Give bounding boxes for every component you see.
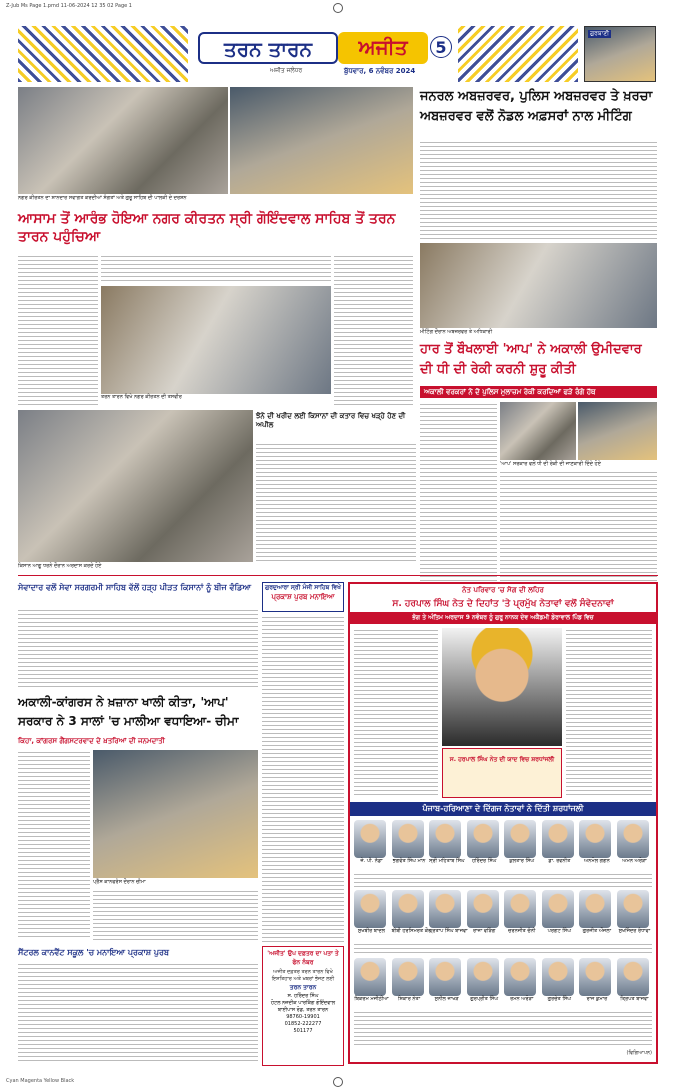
office-phone-1: 98760-19901 (286, 1014, 320, 1020)
article-text (334, 254, 413, 406)
leader-card (617, 890, 652, 940)
leader-name: ਸੁਖਜਿੰਦਰ ਰੰਧਾਵਾ (618, 928, 651, 934)
leader-photo (504, 890, 536, 928)
leader-name: ਹਰਿੰਦਰ ਸਿੰਘ (471, 858, 497, 864)
leader-card (392, 958, 427, 1008)
office-headline: 'ਅਜੀਤ' ਉਪ ਦਫ਼ਤਰ ਦਾ ਪਤਾ ਤੇ ਫੋਨ ਨੰਬਰ (267, 950, 339, 966)
leader-name: ਸੁਖਬੀਰ ਬਾਦਲ (357, 928, 386, 934)
leader-photo (354, 890, 386, 928)
leader-name: ਚਰਨਜੀਤ ਚੰਨੀ (508, 928, 536, 934)
leader-name: ਕੁਲਤਾਰ ਸਿੰਘ (509, 858, 535, 864)
office-contact-box (262, 946, 344, 1066)
article-text (256, 442, 416, 564)
leader-name: ਸ਼ਿਕਾਰ ਨੇਤਾ (397, 996, 421, 1002)
leader-name: ਸ੍ਰੀ ਮਹਿਤਾਬ ਸਿੰਘ (429, 858, 465, 864)
leader-name: ਸੁਨੀਲ ਜਾਖੜ (434, 996, 459, 1002)
procession-photo-2 (230, 87, 413, 194)
reiki-photo-2 (578, 402, 657, 460)
leader-name: ਗੁਰਪ੍ਰੀਤ ਸਿੰਘ (470, 996, 499, 1002)
headline-cheema-line2: ਸਰਕਾਰ ਨੇ 3 ਸਾਲਾਂ 'ਚ ਮਾਲੀਆ ਵਧਾਇਆ- ਚੀਮਾ (18, 714, 239, 728)
leader-name: ਅਮਨ ਅਰੋੜਾ (622, 858, 647, 864)
article-text (18, 254, 98, 406)
leader-photo (542, 820, 574, 858)
masthead-sub: ਅਜੀਤ ਜਲੰਧਰ (270, 67, 303, 74)
leader-name: ਅਨਮੋਲ ਗਗਨ (583, 858, 610, 864)
headline-cheema (18, 693, 258, 733)
kicker-manji-sahib: ਗੁਰਦੁਆਰਾ ਸ੍ਰੀ ਮੰਜੀ ਸਾਹਿਬ ਵਿਖੇ (265, 584, 341, 591)
top-crop-strip (0, 0, 677, 14)
file-info: Z-Jub Ms Page 1.pmd 11-06-2024 12 35 02 Page 1 (6, 3, 132, 9)
office-city: ਤਰਨ ਤਾਰਨ (289, 984, 317, 991)
leader-card (429, 890, 468, 940)
article-text (18, 962, 258, 1062)
article-text (18, 750, 90, 940)
advert-band: ਪੰਜਾਬ-ਹਰਿਆਣਾ ਦੇ ਦਿੱਗਜ ਨੇਤਾਵਾਂ ਨੇ ਦਿੱਤੀ ਸ਼ਰਧਾਂਜਲੀ (350, 802, 656, 816)
headline-paddy: ਝੋਨੇ ਦੀ ਖਰੀਦ ਲਈ ਕਿਸਾਨਾਂ ਦੀ ਕਤਾਰ ਵਿਚ ਖੜ੍ਹੇ ਹੋਣ ਦੀ ਅਪੀਲ (256, 412, 406, 429)
leader-photo (579, 820, 611, 858)
portrait-caption: ਸ. ਹਰਪਾਲ ਸਿੰਘ ਨੇਤ ਦੀ ਯਾਦ ਵਿਚ ਸ਼ਰਧਾਂਜਲੀ (442, 748, 562, 798)
leader-name: ਤ੍ਰਿਪਤ ਬਾਜਵਾ (620, 996, 649, 1002)
reiki-photo-1 (500, 402, 576, 460)
headline-convent-school: ਸੈਂਟਰਲ ਕਾਨਵੈਂਟ ਸਕੂਲ 'ਚ ਮਨਾਇਆ ਪ੍ਰਕਾਸ਼ ਪੁਰਬ (18, 948, 169, 957)
leader-photo (429, 958, 461, 996)
gurdwara-photo (584, 26, 656, 82)
leader-photo (392, 890, 424, 928)
leader-photo (467, 820, 499, 858)
masthead-pattern-right (458, 26, 578, 82)
paper-title: ਅਜੀਤ (338, 32, 428, 64)
kirtan-photo-caption: ਤਰਨ ਤਾਰਨ ਵਿਖੇ ਨਗਰ ਕੀਰਤਨ ਦੀ ਤਸਵੀਰ (101, 394, 331, 402)
advert-headline: ਸ. ਹਰਪਾਲ ਸਿੰਘ ਨੇਤ ਦੇ ਦਿਹਾਂਤ 'ਤੇ ਪ੍ਰਮੁੱਖ ਨੇਤਾਵਾਂ ਵਲੋਂ ਸੰਵੇਦਨਾਵਾਂ (392, 599, 614, 609)
leader-name: ਰਮਨ ਅਰੋੜਾ (510, 996, 534, 1002)
registration-mark-icon (333, 1077, 343, 1087)
leader-photo (467, 890, 499, 928)
leader-name: ਪ੍ਰਤਾਪ ਸਿੰਘ ਬਾਜਵਾ (429, 928, 468, 934)
headline-seed-distribution: ਸੇਵਾਦਾਰ ਵਲੋਂ ਸੇਵਾ ਸਰਗਰਮੀ ਸਾਹਿਬ ਵੱਲੋਂ ਹੜ੍ਹ ਪੀੜਤ ਕਿਸਾਨਾਂ ਨੂੰ ਬੀਜ ਵੰਡਿਆ (18, 583, 252, 592)
reiki-photo-caption: 'ਆਪ' ਸਰਕਾਰ ਵਲੋਂ ਧੀ ਦੀ ਰੇਕੀ ਦੀ ਜਾਣਕਾਰੀ ਦਿੰਦੇ ਹੋਏ (500, 461, 657, 469)
leader-card (579, 958, 614, 1008)
leader-name: ਰਾਜ ਕੁਮਾਰ (586, 996, 608, 1002)
advert-footer-note: (ਵਿਗਿਆਪਨ) (626, 1050, 652, 1056)
leader-card (542, 820, 577, 870)
leader-photo (542, 890, 574, 928)
meeting-photo-caption: ਮੀਟਿੰਗ ਦੌਰਾਨ ਅਬਜ਼ਰਵਰ ਤੇ ਅਧਿਕਾਰੀ (420, 329, 657, 337)
leader-photo (504, 958, 536, 996)
issue-date: ਬੁੱਧਵਾਰ, 6 ਨਵੰਬਰ 2024 (344, 67, 416, 75)
leader-card (504, 820, 539, 870)
article-text (101, 254, 331, 284)
leader-card (617, 958, 652, 1008)
article-text (93, 889, 258, 940)
registration-mark-icon (333, 3, 343, 13)
leader-photo (429, 820, 461, 858)
leader-card (542, 958, 577, 1008)
page-number: 5 (430, 36, 452, 58)
badge: ਗੁਰਬਾਣੀ (590, 30, 610, 37)
office-phone-2: 01852-222277 (284, 1021, 322, 1027)
leader-name: ਡਾ. ਰਵਨੀਤ (548, 858, 571, 864)
headline-prakash-purab: ਪ੍ਰਕਾਸ਼ ਪੁਰਬ ਮਨਾਇਆ (271, 593, 335, 601)
farmers-photo-caption: ਕਿਸਾਨ ਆਗੂ ਧਰਨੇ ਦੌਰਾਨ ਅਰਦਾਸ ਕਰਦੇ ਹੋਏ (18, 563, 253, 571)
leader-photo (392, 958, 424, 996)
leader-photo (354, 958, 386, 996)
leader-card (542, 890, 577, 940)
headline-aap-reiki: ਹਾਰ ਤੋਂ ਬੌਖਲਾਈ 'ਆਪ' ਨੇ ਅਕਾਲੀ ਉਮੀਦਵਾਰ ਦੀ ਧੀ ਦੀ ਰੇਕੀ ਕਰਨੀ ਸ਼ੁਰੂ ਕੀਤੀ (420, 342, 642, 377)
leader-name: ਪਰਗਟ ਸਿੰਘ (547, 928, 571, 934)
article-text (18, 608, 258, 690)
leader-photo (504, 820, 536, 858)
leader-card (429, 820, 464, 870)
leader-card (354, 820, 389, 870)
leader-card (504, 958, 539, 1008)
leader-photo (617, 890, 649, 928)
cheema-photo (93, 750, 258, 878)
section-divider (18, 575, 658, 576)
article-text (420, 140, 657, 240)
leader-photo (392, 820, 424, 858)
leader-name: ਜੇ. ਪੀ. ਨੱਡਾ (360, 858, 383, 864)
leader-card (504, 890, 539, 940)
subhead-aap-reiki: ਅਕਾਲੀ ਵਰਕਰਾਂ ਨੇ ਦੋ ਪੁਲਿਸ ਮੁਲਾਜ਼ਮ ਰੇਕੀ ਕਰਦਿਆਂ ਫੜੇ ਰੰਗੇ ਹੱਥ (420, 386, 657, 398)
advert-text (354, 1010, 652, 1048)
advert-text (354, 942, 652, 956)
leader-photo (429, 890, 461, 928)
cheema-photo-caption: ਪ੍ਰੈੱਸ ਕਾਨਫਰੰਸ ਦੌਰਾਨ ਚੀਮਾ (93, 879, 258, 887)
advert-subhead: ਭੋਗ ਤੇ ਅੰਤਿਮ ਅਰਦਾਸ 9 ਨਵੰਬਰ ਨੂੰ ਗੁਰੂ ਨਾਨਕ ਦੇਵ ਅਕੈਡਮੀ ਡੇਰਾਵਾਲ ਪਿੰਡ ਵਿਚ (350, 612, 656, 624)
office-notice: ਅਜੀਤ ਦਫ਼ਤਰ ਤਰਨ ਤਾਰਨ ਵਿਖੇ ਇਸ਼ਤਿਹਾਰ ਅਤੇ ਖ਼ਬਰਾਂ ਭੇਜਣ ਲਈ (271, 969, 335, 982)
leaders-row-2 (354, 890, 652, 940)
leader-name: ਗੁਰਜੀਤ ਔਜਲਾ (582, 928, 612, 934)
leader-card (467, 890, 502, 940)
masthead (18, 26, 658, 82)
office-phone-3: 501177 (293, 1028, 313, 1034)
article-text (262, 615, 344, 945)
leader-photo (617, 820, 649, 858)
meeting-photo (420, 243, 657, 328)
farmers-photo (18, 410, 253, 562)
leader-name: ਭਗਵੰਤ ਸਿੰਘ ਮਾਨ (392, 858, 426, 864)
leader-card (391, 890, 432, 940)
subhead-cheema: ਕਿਹਾ, ਕਾਂਗਰਸ ਗੈਂਗਸਟਰਵਾਦ ਦੇ ਖ਼ਤਰਿਆਂ ਦੀ ਜਨਮਦਾਤੀ (18, 737, 165, 745)
leader-card (354, 890, 389, 940)
advert-top-text: ਨੇਤ ਪਰਿਵਾਰ 'ਚ ਸੋਗ ਦੀ ਲਹਿਰ (462, 586, 544, 594)
leader-card (429, 958, 464, 1008)
leader-name: ਬੀਬੀ ਹਰਸਿਮਰਤ ਕੌਰ (391, 928, 432, 934)
condolence-advert (348, 582, 658, 1064)
leader-photo (617, 958, 649, 996)
portrait-photo (442, 628, 562, 746)
leaders-row-1 (354, 820, 652, 870)
advert-text (354, 872, 652, 888)
leader-name: ਰਾਜਾ ਵੜਿੰਗ (473, 928, 496, 934)
advert-text (354, 628, 438, 798)
leader-photo (542, 958, 574, 996)
leader-name: ਗੁਰਚੇਤ ਸਿੰਘ (547, 996, 572, 1002)
bottom-info: Cyan Magenta Yellow Black (6, 1078, 75, 1084)
procession-photo-1 (18, 87, 228, 194)
prakash-purab-box (262, 582, 344, 612)
leader-card (579, 820, 614, 870)
headline-cheema-line1: ਅਕਾਲੀ-ਕਾਂਗਰਸ ਨੇ ਖ਼ਜ਼ਾਨਾ ਖਾਲੀ ਕੀਤਾ, 'ਆਪ' (18, 695, 229, 709)
headline-nagar-kirtan: ਆਸਾਮ ਤੋਂ ਆਰੰਭ ਹੋਇਆ ਨਗਰ ਕੀਰਤਨ ਸ੍ਰੀ ਗੋਇੰਦਵਾਲ ਸਾਹਿਬ ਤੋਂ ਤਰਨ ਤਾਰਨ ਪਹੁੰਚਿਆ (18, 211, 396, 245)
office-name: ਸ. ਹਰਿੰਦਰ ਸਿੰਘ (287, 993, 319, 999)
section-title: ਤਰਨ ਤਾਰਨ (198, 32, 338, 64)
leader-photo (579, 958, 611, 996)
leader-photo (579, 890, 611, 928)
leader-card (467, 820, 502, 870)
procession-caption: ਨਗਰ ਕੀਰਤਨ ਦਾ ਸ਼ਾਨਦਾਰ ਸਵਾਗਤ ਕਰਦੀਆਂ ਸੰਗਤਾਂ ਅਤੇ ਗੁਰੂ ਸਾਹਿਬ ਦੀ ਪਾਲਕੀ ਦੇ ਦਰਸ਼ਨ (18, 195, 413, 207)
leader-card (354, 958, 389, 1008)
advert-text (566, 628, 652, 798)
leader-card (579, 890, 614, 940)
masthead-pattern-left (18, 26, 188, 82)
leaders-row-3 (354, 958, 652, 1008)
kirtan-bus-photo (101, 286, 331, 394)
leader-name: ਬਿਕਰਮ ਮਜੀਠੀਆ (354, 996, 389, 1002)
headline-observers: ਜਨਰਲ ਅਬਜ਼ਰਵਰ, ਪੁਲਿਸ ਅਬਜ਼ਰਵਰ ਤੇ ਖ਼ਰਚਾ ਅਬਜ਼ਰਵਰ ਵਲੋਂ ਨੋਡਲ ਅਫ਼ਸਰਾਂ ਨਾਲ ਮੀਟਿੰਗ (420, 89, 653, 124)
leader-card (617, 820, 652, 870)
leader-card (467, 958, 502, 1008)
office-address: ਹੋਟਲ ਨਜ਼ਦੀਕ ਪਾਰਕਿੰਗ ਗੋਇੰਦਵਾਲ ਬਾਈਪਾਸ ਰੋਡ, ਤਰਨ ਤਾਰਨ (270, 1000, 336, 1013)
leader-photo (467, 958, 499, 996)
leader-photo (354, 820, 386, 858)
bottom-crop-strip (0, 1074, 677, 1089)
leader-card (392, 820, 427, 870)
